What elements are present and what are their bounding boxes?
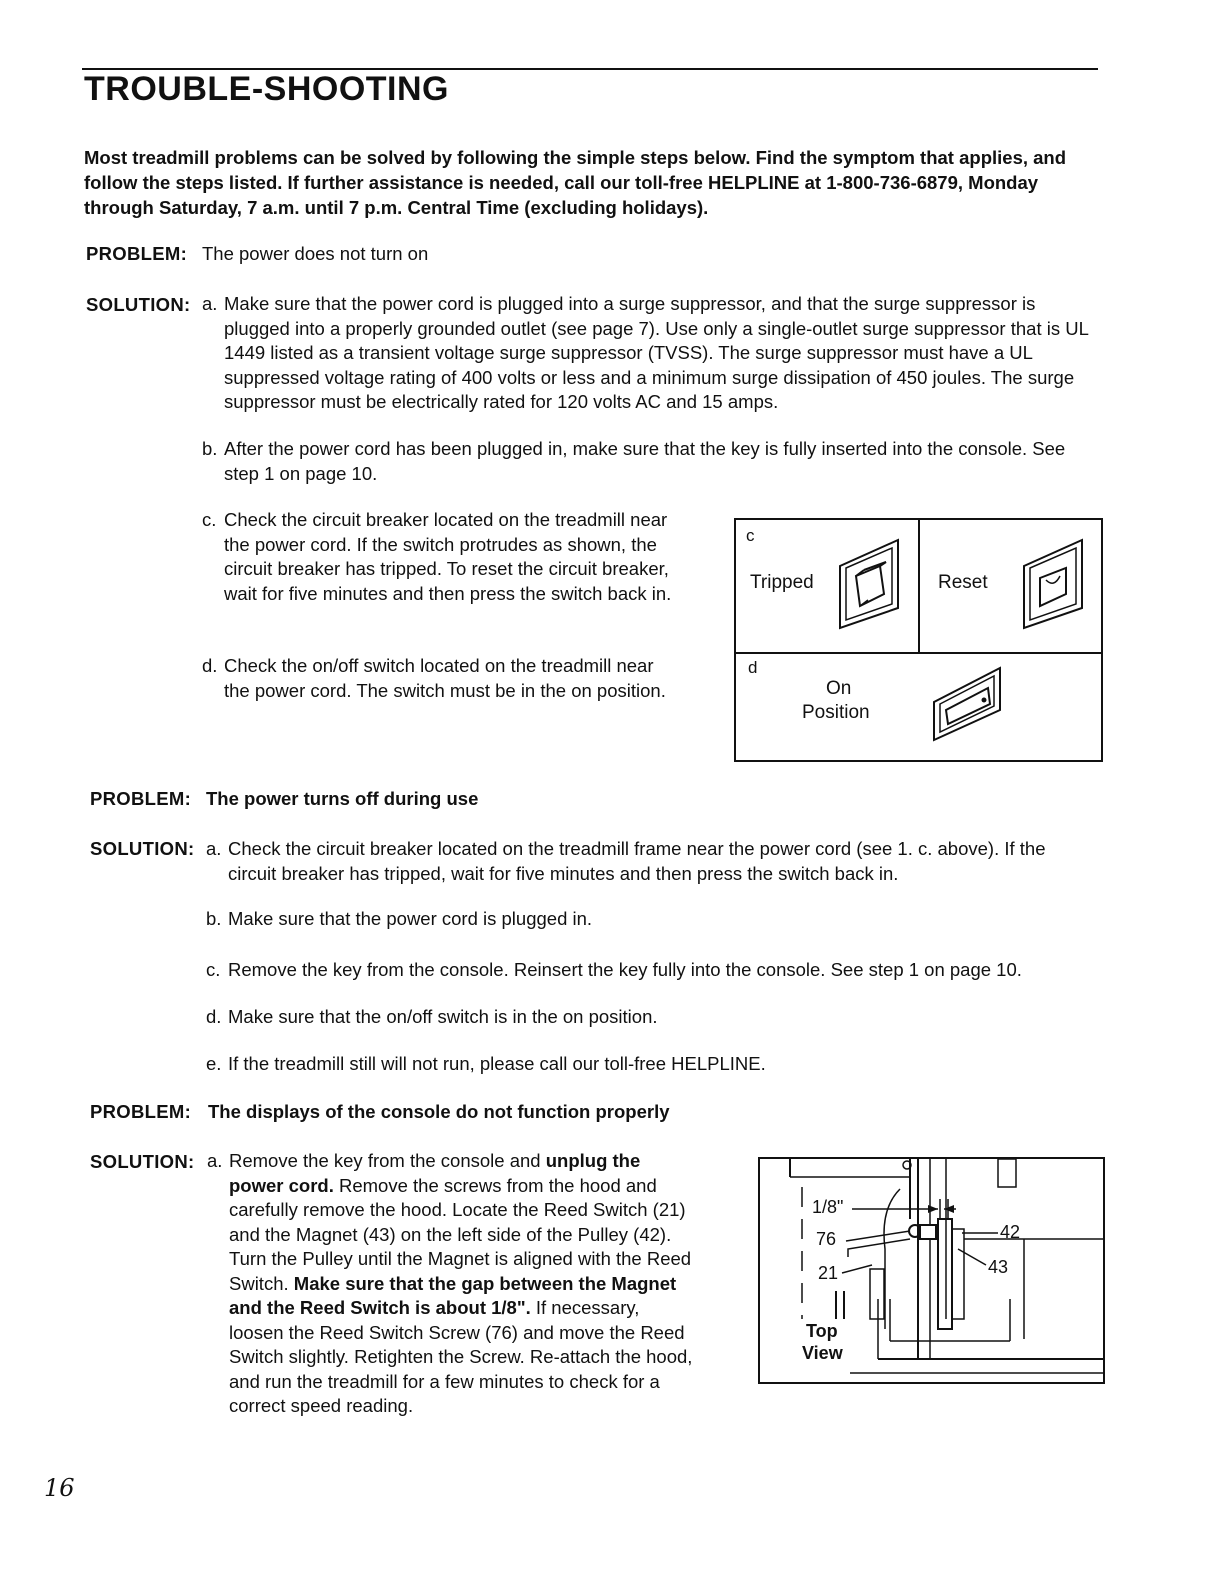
item-letter: a.	[207, 1150, 223, 1171]
item-text-bold: unplug the power cord.	[229, 1150, 641, 1196]
item-text-part: Remove the key from the console and	[229, 1150, 546, 1171]
gap-label: 1/8"	[812, 1197, 844, 1217]
tripped-breaker-icon	[834, 536, 904, 631]
solution-1d	[202, 654, 682, 703]
item-letter: c.	[206, 959, 221, 980]
reset-label: Reset	[938, 572, 988, 593]
switch-figure	[734, 518, 1103, 762]
tripped-label: Tripped	[750, 572, 814, 593]
on-off-switch-icon	[930, 662, 1010, 744]
figure-divider-vertical	[918, 520, 920, 652]
page-number: 16	[44, 1474, 75, 1502]
item-text: Remove the key from the console. Reinsert the key fully into the console. See step 1 on page 10.	[228, 959, 1022, 980]
item-text: Make sure that the power cord is plugged into a surge suppressor, and that the surge suppressor is plugged into a properly grounded outlet (see page 7). Use only a single-outlet surge suppressor that is UL 1449 listed as a transient voltage surge suppressor (TVSS). The surge suppressor must have a UL suppressed voltage rating of 400 volts or less and a minimum surge dissipation of 450 joules. The surge suppressor must be electrically rated for 120 volts AC and 15 amps.	[224, 293, 1089, 412]
item-text: Check the circuit breaker located on the treadmill near the power cord. If the switch protrudes as shown, the circuit breaker has tripped. To reset the circuit breaker, wait for five minutes and then press the switch back in.	[224, 509, 672, 604]
part-21-label: 21	[818, 1263, 839, 1283]
item-text-part: If necessary, loosen the Reed Switch Screw (76) and move the Reed Switch slightly. Retighten the Screw. Re-attach the hood, and run the treadmill for a few minutes to check for a correct speed reading.	[229, 1297, 693, 1416]
problem-1-text: The power does not turn on	[202, 243, 429, 264]
view-label: View	[802, 1343, 843, 1363]
item-letter: a.	[206, 838, 222, 859]
solution-2d	[206, 1005, 1096, 1030]
problem-2-text: The power turns off during use	[206, 788, 479, 809]
solution-1a	[202, 292, 1102, 415]
item-text	[229, 1149, 699, 1419]
item-text: If the treadmill still will not run, please call our toll-free HELPLINE.	[228, 1053, 766, 1074]
figure-c-label: c	[746, 526, 755, 545]
item-letter: a.	[202, 293, 218, 314]
item-letter: b.	[206, 908, 222, 929]
figure-d-label: d	[748, 658, 758, 677]
solution-2b	[206, 907, 1096, 932]
part-43-label: 43	[988, 1257, 1009, 1277]
item-text: Make sure that the on/off switch is in the on position.	[228, 1006, 658, 1027]
problem-3-label: PROBLEM:	[90, 1101, 192, 1122]
item-text: After the power cord has been plugged in, make sure that the key is fully inserted into the console. See step 1 on page 10.	[224, 438, 1066, 484]
problem-2-label: PROBLEM:	[90, 788, 192, 809]
item-letter: b.	[202, 438, 218, 459]
item-letter: d.	[202, 655, 218, 676]
item-text: Check the on/off switch located on the treadmill near the power cord. The switch must be in the on position.	[224, 655, 666, 701]
solution-3a	[207, 1149, 699, 1419]
position-label: Position	[802, 702, 870, 723]
problem-1-label: PROBLEM:	[86, 243, 188, 264]
item-text-bold: Make sure that the gap between the Magnet and the Reed Switch is about 1/8".	[229, 1272, 677, 1318]
intro-paragraph: Most treadmill problems can be solved by following the simple steps below. Find the symptom that applies, and follow the steps listed. If further assistance is needed, call our toll-free HELPLINE at 1-800-736-6879, Monday through Saturday, 7 a.m. until 7 p.m. Central Time (excluding holidays).	[84, 147, 1067, 218]
solution-1b	[202, 437, 1082, 486]
solution-3-label: SOLUTION:	[90, 1151, 195, 1172]
top-label: Top	[806, 1321, 838, 1341]
item-letter: d.	[206, 1006, 222, 1027]
solution-2-label: SOLUTION:	[90, 838, 195, 859]
figure-divider-horizontal	[736, 652, 1101, 654]
solution-1c	[202, 508, 692, 606]
solution-1-label: SOLUTION:	[86, 294, 191, 315]
problem-3-text: The displays of the console do not function properly	[208, 1101, 670, 1122]
reset-breaker-icon	[1018, 536, 1088, 631]
item-text: Make sure that the power cord is plugged in.	[228, 908, 593, 929]
item-letter: e.	[206, 1053, 222, 1074]
page-title: TROUBLE-SHOOTING	[84, 70, 449, 108]
part-76-label: 76	[816, 1229, 837, 1249]
item-text-part: Remove the screws from the hood and carefully remove the hood. Locate the Reed Switch (21) and the Magnet (43) on the left side of the Pulley (42). Turn the Pulley until the Magnet is aligned with the Reed Switch.	[229, 1174, 692, 1294]
solution-2c	[206, 958, 1106, 983]
on-label: On	[826, 678, 852, 699]
solution-2a	[206, 837, 1096, 886]
item-text: Check the circuit breaker located on the treadmill frame near the power cord (see 1. c. above). If the circuit breaker has tripped, wait for five minutes and then press the switch back in.	[228, 838, 1046, 884]
solution-2e	[206, 1052, 1096, 1077]
reed-switch-figure	[758, 1157, 1105, 1384]
item-letter: c.	[202, 509, 217, 530]
part-42-label: 42	[1000, 1222, 1021, 1242]
